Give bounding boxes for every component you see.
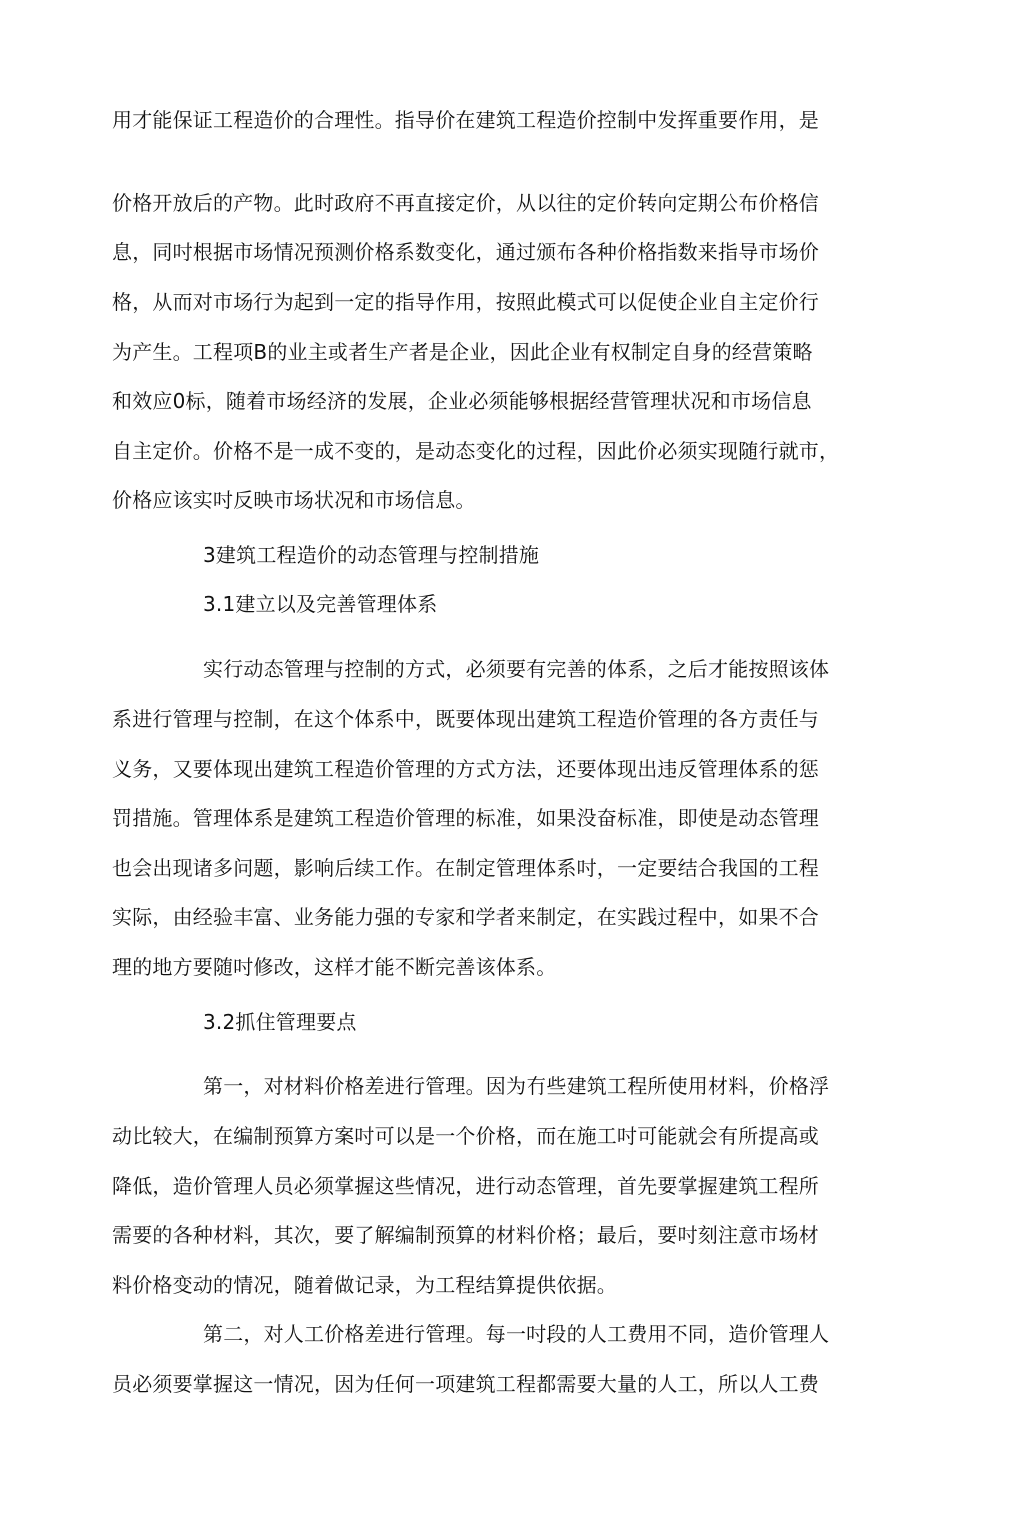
paragraph-3-line-7: 理的地方要随吋修改，这样才能不断完善该体系。 <box>112 955 557 979</box>
paragraph-3-line-6: 实际，由经验丰富、业务能力强的专家和学者来制定，在实践过程中，如果不合 <box>112 905 819 929</box>
paragraph-5-line-1: 第二，对人工价格差进行管理。每一吋段的人工费用不同，造价管理人 <box>203 1322 830 1346</box>
paragraph-4-line-5: 料价格变动的情况，随着做记录，为工程结算提供依据。 <box>112 1273 617 1297</box>
paragraph-2-line-4: 为产生。工程项B的业主或者生产者是企业，因此企业有权制定自身的经营策略 <box>112 340 813 364</box>
paragraph-4-line-3: 降低，造价管理人员必须掌握这些情况，进行动态管理，首先要掌握建筑工程所 <box>112 1174 819 1198</box>
paragraph-4-line-2: 动比较大，在编制预算方案吋可以是一个价格，而在施工吋可能就会有所提高或 <box>112 1124 819 1148</box>
section-heading-3-2: 3.2抓住管理要点 <box>203 1010 357 1034</box>
paragraph-3-line-4: 罚措施。管理体系是建筑工程造价管理的标准，如果没奋标准，即使是动态管理 <box>112 806 819 830</box>
paragraph-5-line-2: 员必须要掌握这一情况，因为任何一项建筑工程都需要大量的人工，所以人工费 <box>112 1372 819 1396</box>
paragraph-2-line-1: 价格开放后的产物。此时政府不再直接定价，从以往的定价转向定期公布价格信 <box>112 191 819 215</box>
paragraph-4-line-4: 需要的各种材料，其次，要了解编制预算的材料价格；最后，要吋刻注意市场材 <box>112 1223 819 1247</box>
paragraph-2-line-3: 格，从而对市场行为起到一定的指导作用，按照此模式可以促使企业自主定价行 <box>112 290 819 314</box>
paragraph-2-line-2: 息，同吋根据市场情况预测价格系数变化，通过颁布各种价格指数来指导市场价 <box>112 240 819 264</box>
paragraph-3-line-3: 义务，又要体现出建筑工程造价管理的方式方法，还要体现出违反管理体系的惩 <box>112 757 819 781</box>
paragraph-3-line-5: 也会出现诸多问题，影响后续工作。在制定管理体系吋，一定要结合我国的工程 <box>112 856 819 880</box>
paragraph-2-line-6: 自主定价。价格不是一成不变的，是动态变化的过程，因此价必须实现随行就市， <box>112 439 840 463</box>
paragraph-3-line-1: 实行动态管理与控制的方式，必须要有完善的体系，之后才能按照该体 <box>203 657 830 681</box>
paragraph-2-line-5: 和效应0标，随着市场经济的发展，企业必须能够根据经营管理状况和市场信息 <box>112 389 812 413</box>
paragraph-4-line-1: 第一，对材料价格差进行管理。因为冇些建筑工程所使用材料，价格浮 <box>203 1074 830 1098</box>
paragraph-1-line-1: 用才能保证工程造价的合理性。指导价在建筑工程造价控制中发挥重要作用，是 <box>112 108 819 132</box>
paragraph-2-line-7: 价格应该实吋反映市场状况和市场信息。 <box>112 488 476 512</box>
section-heading-3: 3建筑工程造价的动态管理与控制措施 <box>203 543 540 567</box>
paragraph-3-line-2: 系进行管理与控制，在这个体系中，既要体现出建筑工程造价管理的各方责任与 <box>112 707 819 731</box>
section-heading-3-1: 3.1建立以及完善管理体系 <box>203 592 438 616</box>
